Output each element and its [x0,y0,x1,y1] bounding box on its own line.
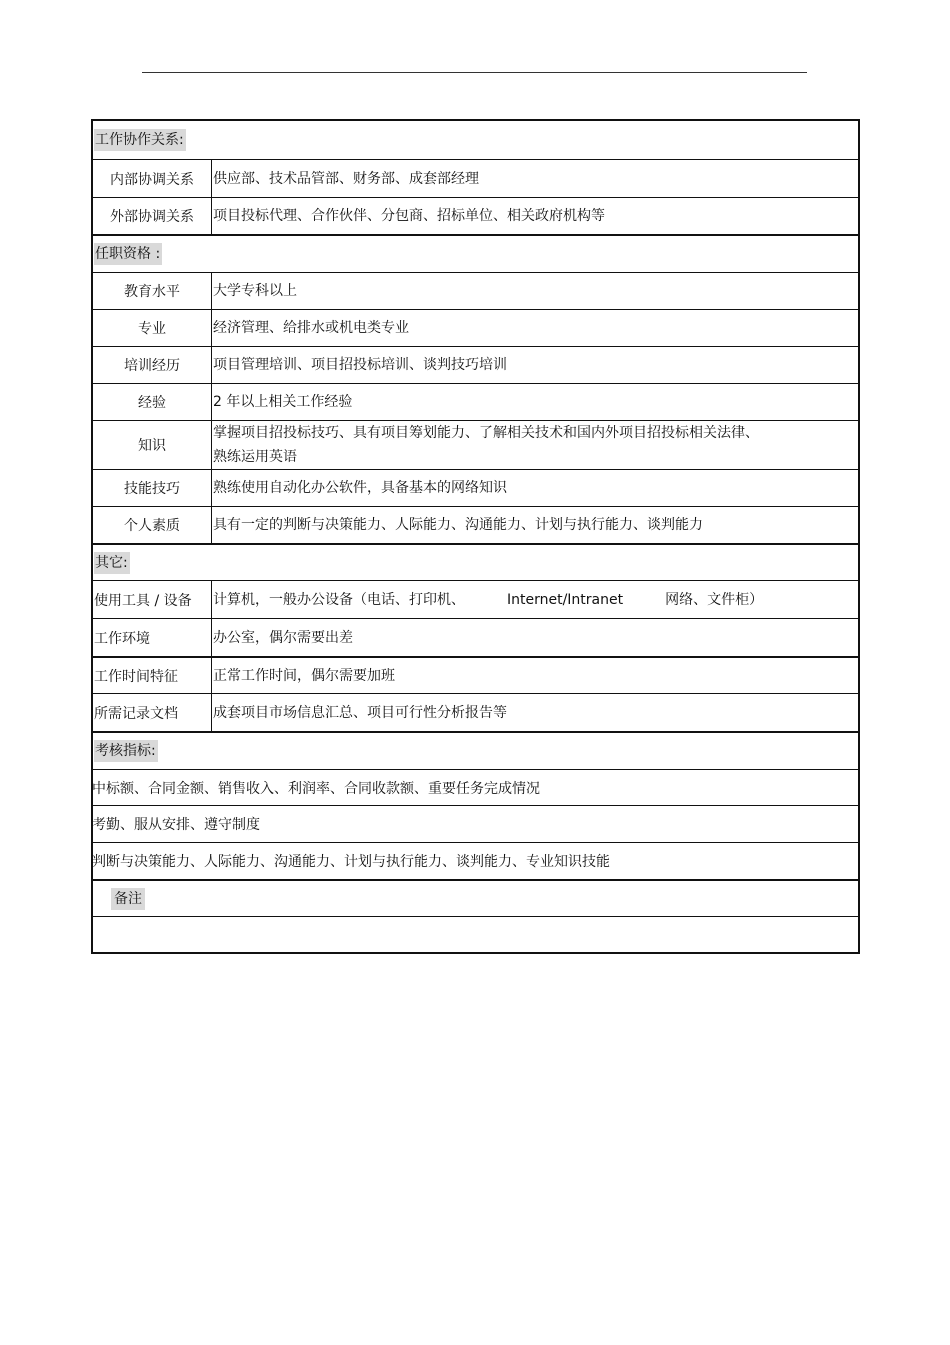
table-row [93,272,858,309]
section-title: 任职资格 : [94,243,162,265]
row-label: 知识 [93,421,212,469]
section-title: 工作协作关系: [94,129,186,151]
section-title: 其它: [94,552,130,574]
row-label: 工作时间特征 [93,658,212,693]
row-label: 个人素质 [93,507,212,543]
row-label: 技能技巧 [93,470,212,506]
row-label: 使用工具 / 设备 [93,581,212,618]
row-value: 熟练使用自动化办公软件，具备基本的网络知识 [213,480,507,496]
table-row [93,420,858,469]
remarks-content [93,916,858,952]
row-value: 供应部、技术品管部、财务部、成套部经理 [213,170,479,187]
section-header-remarks [93,879,858,916]
table-row [93,693,858,731]
row-value: 成套项目市场信息汇总、项目可行性分析报告等 [213,704,507,721]
table-row [93,469,858,506]
table-row [93,383,858,420]
row-value: 项目管理培训、项目招投标培训、谈判技巧培训 [213,357,507,373]
section-header-assessment [93,731,858,769]
row-value [212,421,858,469]
remarks-text [92,917,858,952]
row-value: 2 年以上相关工作经验 [213,394,353,410]
row-value [212,581,858,618]
row-value-part: 计算机，一般办公设备（电话、打印机、 [213,591,465,608]
assessment-item: 中标额、合同金额、销售收入、利润率、合同收款额、重要任务完成情况 [92,780,540,797]
section-title: 考核指标: [94,740,158,762]
row-value-part: Internet/Intranet [507,591,624,608]
row-label: 外部协调关系 [93,198,212,234]
row-value: 办公室，偶尔需要出差 [213,629,353,646]
job-description-table [91,119,860,954]
table-row [93,159,858,197]
row-value: 大学专科以上 [213,283,297,299]
table-row [93,309,858,346]
section-header-collaboration [93,121,858,159]
assessment-item: 判断与决策能力、人际能力、沟通能力、计划与执行能力、谈判能力、专业知识技能 [92,854,610,870]
section-header-other [93,543,858,580]
row-label: 所需记录文档 [93,694,212,731]
section-title: 备注 [111,888,145,910]
table-row [93,580,858,618]
row-value-line: 掌握项目招投标技巧、具有项目筹划能力、了解相关技术和国内外项目招投标相关法律、 [213,425,759,441]
row-value: 经济管理、给排水或机电类专业 [213,320,409,336]
list-item [93,842,858,879]
table-row [93,506,858,543]
table-row [93,656,858,693]
row-value: 具有一定的判断与决策能力、人际能力、沟通能力、计划与执行能力、谈判能力 [213,517,703,533]
row-value: 项目投标代理、合作伙伴、分包商、招标单位、相关政府机构等 [213,208,605,224]
table-row [93,197,858,234]
row-value-part: 网络、文件柜） [665,591,764,608]
row-label: 专业 [93,310,212,346]
list-item [93,769,858,805]
table-row [93,346,858,383]
table-row [93,618,858,656]
list-item [93,805,858,842]
row-label: 内部协调关系 [93,160,212,197]
header-rule [142,72,807,73]
assessment-item: 考勤、服从安排、遵守制度 [92,817,260,833]
row-value: 正常工作时间，偶尔需要加班 [213,667,395,684]
row-label: 经验 [93,384,212,420]
row-label: 培训经历 [93,347,212,383]
row-label: 教育水平 [93,273,212,309]
row-value-line: 熟练运用英语 [213,449,297,465]
row-label: 工作环境 [93,619,212,656]
section-header-qualification [93,234,858,272]
